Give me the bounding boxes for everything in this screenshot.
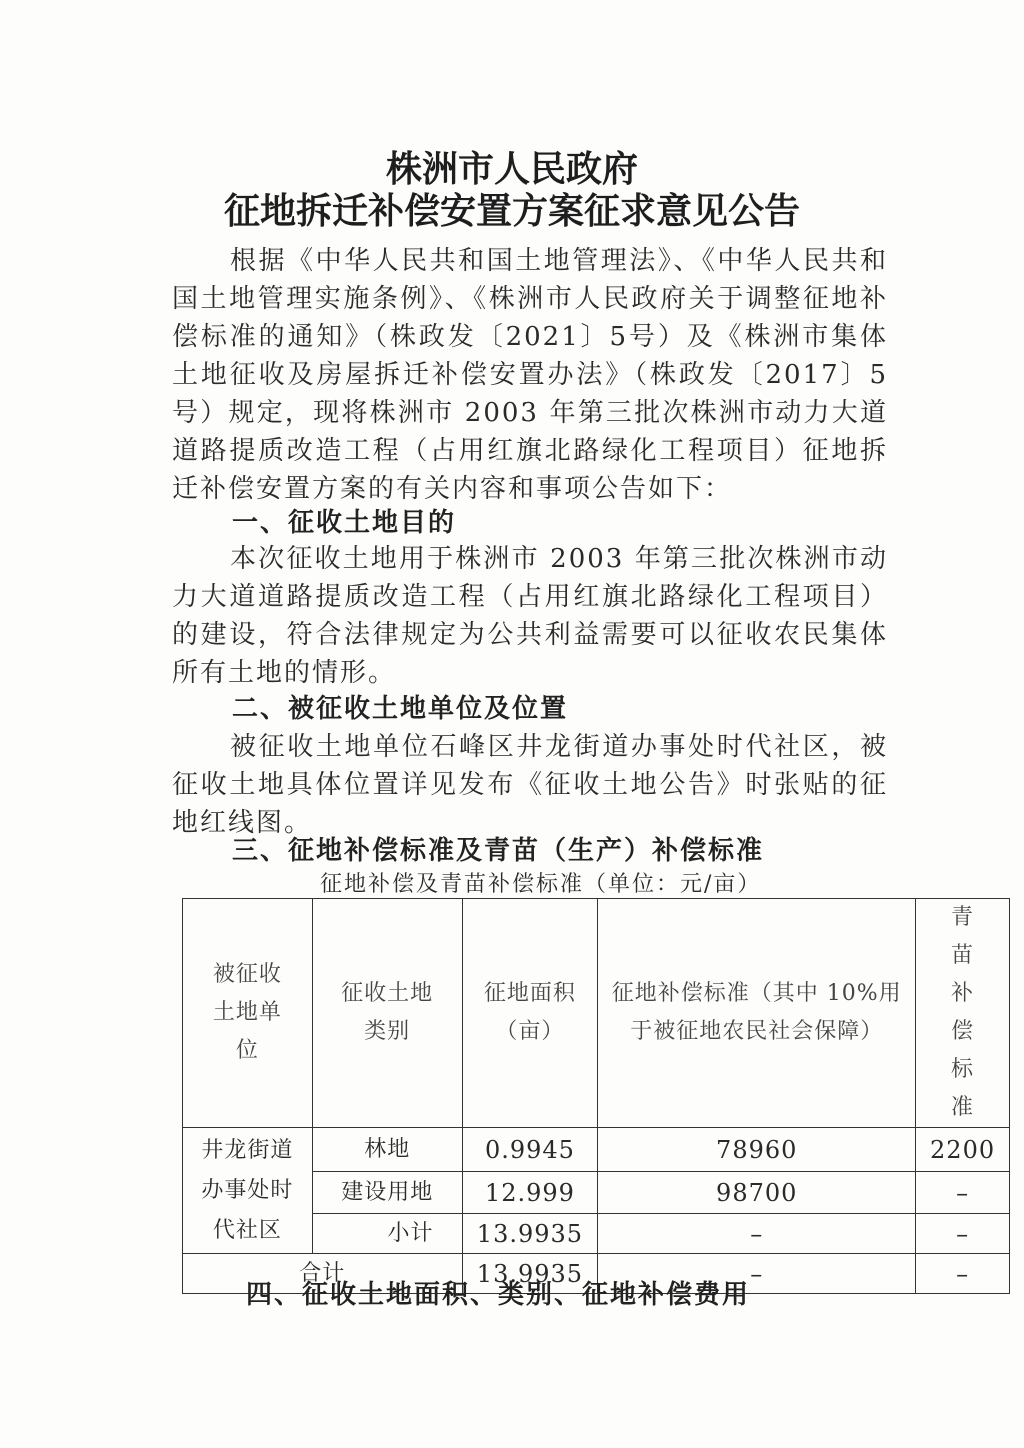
cell-standard: 98700	[598, 1172, 916, 1214]
header-standard: 征地补偿标准（其中 10%用于被征地农民社会保障）	[598, 899, 916, 1128]
table-row	[183, 1128, 1010, 1172]
header-seedling: 青苗补偿标准	[916, 899, 1010, 1128]
intro-paragraph: 根据《中华人民共和国土地管理法》、《中华人民共和国土地管理实施条例》、《株洲市人民政府关于调整征地补偿标准的通知》（株政发〔2021〕5号）及《株洲市集体土地征收及房屋拆迁补偿安置办法》（株政发〔2017〕5号）规定，现将株洲市 2003 年第三批次株洲市动力大道道路提质改造工程（占用红旗北路绿化工程项目）征地拆迁补偿安置方案的有关内容和事项公告如下：	[172, 246, 888, 504]
cell-standard: –	[598, 1214, 916, 1254]
table-header-row	[183, 899, 1010, 1128]
header-type: 征收土地类别	[312, 899, 462, 1128]
cell-seedling: –	[916, 1214, 1010, 1254]
cell-total-area: 13.9935	[462, 1254, 598, 1294]
table-caption: 征地补偿及青苗补偿标准（单位：元/亩）	[320, 872, 762, 897]
cell-seedling: 2200	[916, 1128, 1010, 1172]
cell-standard: 78960	[598, 1128, 916, 1172]
cell-total-seedling: –	[916, 1254, 1010, 1294]
cell-area: 12.999	[462, 1172, 598, 1214]
cell-type: 小计	[312, 1214, 462, 1254]
section1-heading: 一、征收土地目的	[232, 508, 457, 538]
cell-total-label: 合计	[183, 1254, 463, 1294]
cell-area: 0.9945	[462, 1128, 598, 1172]
cell-type: 林地	[312, 1128, 462, 1172]
section3-heading: 三、征地补偿标准及青苗（生产）补偿标准	[232, 836, 765, 866]
cell-unit-name: 井龙街道办事处时代社区	[183, 1128, 313, 1254]
title-line2: 征地拆迁补偿安置方案征求意见公告	[223, 191, 800, 232]
header-unit: 被征收土地单位	[183, 899, 313, 1128]
cell-seedling: –	[916, 1172, 1010, 1214]
cell-type: 建设用地	[312, 1172, 462, 1214]
cell-area: 13.9935	[462, 1214, 598, 1254]
compensation-table	[182, 898, 1010, 1294]
section1-body: 本次征收土地用于株洲市 2003 年第三批次株洲市动力大道道路提质改造工程（占用红旗北路绿化工程项目）的建设，符合法律规定为公共利益需要可以征收农民集体所有土地的情形。	[172, 544, 888, 688]
cell-total-standard: –	[598, 1254, 916, 1294]
header-area: 征地面积（亩）	[462, 899, 598, 1128]
section2-body: 被征收土地单位石峰区井龙街道办事处时代社区，被征收土地具体位置详见发布《征收土地公告》时张贴的征地红线图。	[172, 732, 888, 838]
section4-heading: 四、征收土地面积、类别、征地补偿费用	[246, 1280, 751, 1310]
section2-heading: 二、被征收土地单位及位置	[232, 694, 569, 724]
title-line1: 株洲市人民政府	[385, 149, 638, 190]
